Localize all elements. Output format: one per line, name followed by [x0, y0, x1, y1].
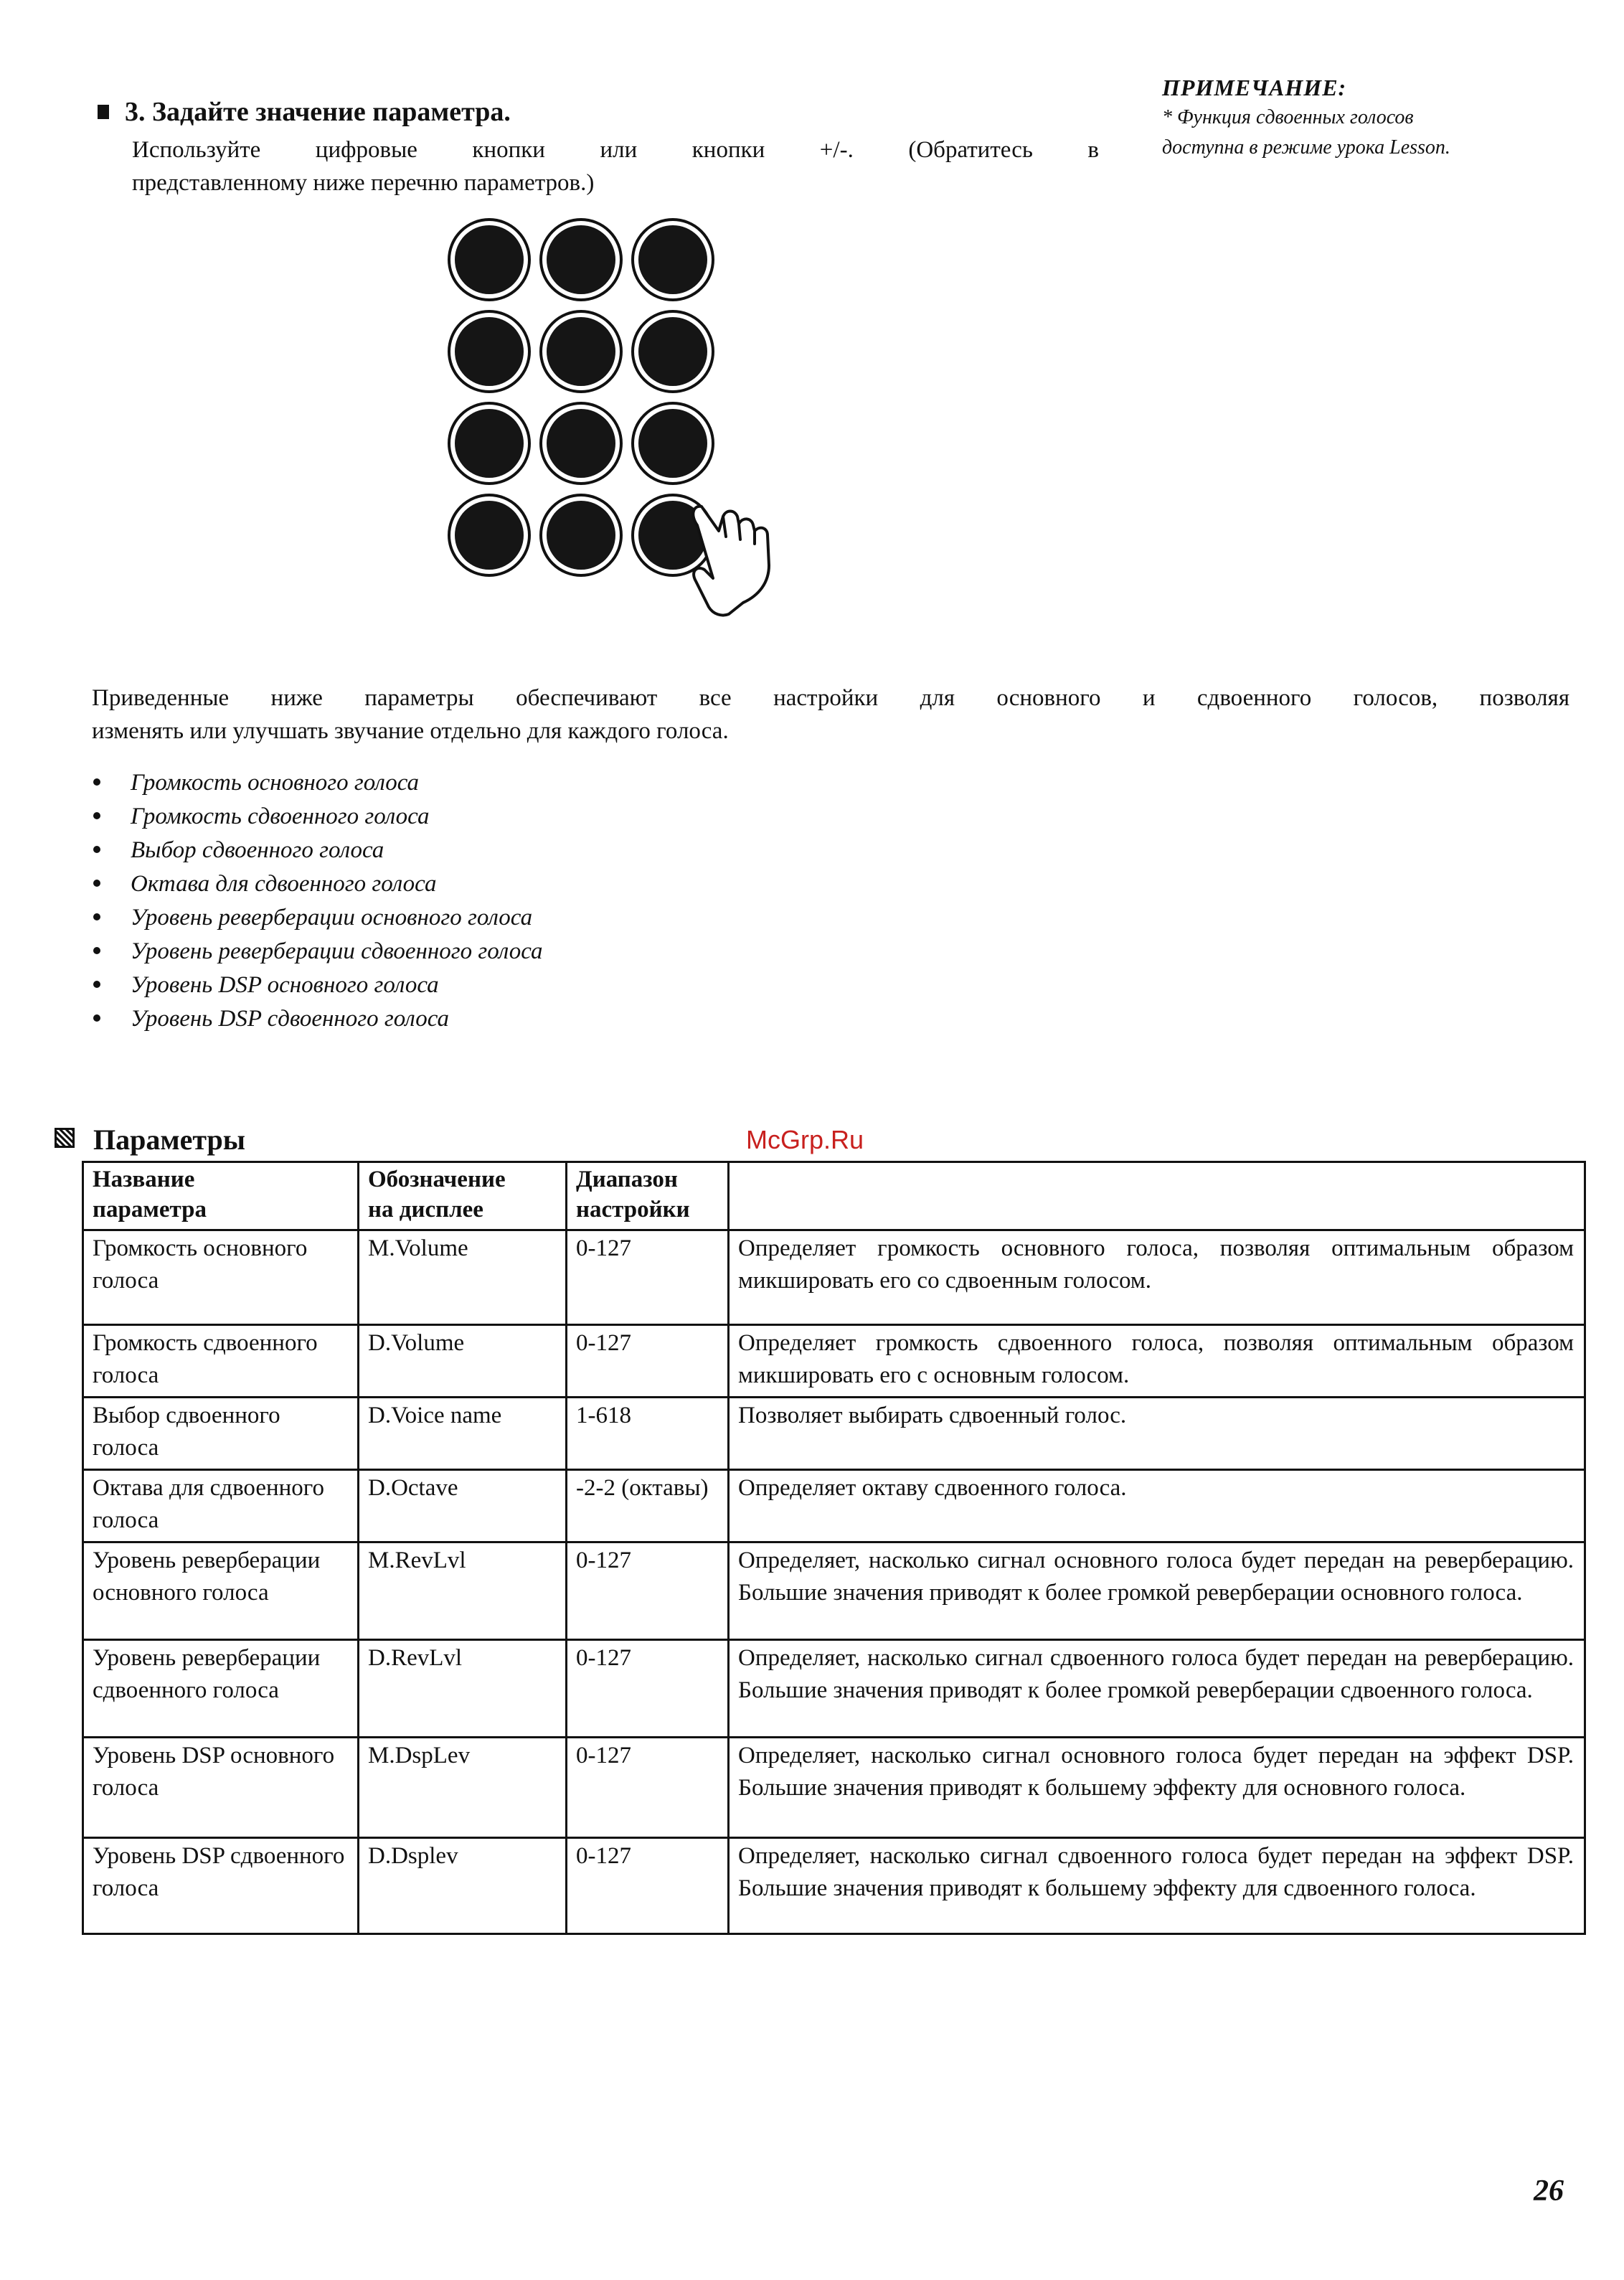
bullet-icon	[93, 812, 100, 819]
table-header-row	[83, 1162, 1585, 1230]
param-range: 0-127	[567, 1542, 729, 1640]
bullet-icon	[93, 1014, 100, 1022]
keypad-button	[547, 409, 615, 478]
step-title	[98, 96, 511, 128]
bullet-icon	[93, 947, 100, 954]
list-item: Уровень реверберации сдвоенного голоса	[93, 935, 543, 969]
parameters-table	[82, 1161, 1586, 1935]
keypad-buttons	[449, 220, 713, 575]
step-instructions	[132, 133, 1099, 199]
keypad-button	[455, 409, 524, 478]
table-row	[83, 1230, 1585, 1325]
param-range: 0-127	[567, 1640, 729, 1738]
param-range: 0-127	[567, 1738, 729, 1838]
list-item: Громкость сдвоенного голоса	[93, 800, 543, 834]
param-description: Определяет октаву сдвоенного голоса.	[729, 1470, 1585, 1542]
page-number: 26	[1534, 2175, 1564, 2208]
keypad-button	[638, 225, 707, 294]
param-range: 0-127	[567, 1838, 729, 1934]
section-marker-icon	[55, 1128, 75, 1148]
header-range: Диапазон настройки	[567, 1162, 729, 1230]
bullet-icon	[93, 981, 100, 988]
table-row	[83, 1738, 1585, 1838]
table-row	[83, 1325, 1585, 1398]
param-display: M.RevLvl	[359, 1542, 567, 1640]
parameter-bullet-list	[93, 766, 543, 1036]
param-display: D.Dsplev	[359, 1838, 567, 1934]
note-title: ПРИМЕЧАНИЕ:	[1162, 75, 1347, 100]
list-item: Громкость основного голоса	[93, 766, 543, 800]
keypad-button	[455, 225, 524, 294]
param-description: Определяет, насколько сигнал сдвоенного голоса будет передан на реверберацию. Большие значения приводят к более громкой реверберации сдвоенного голоса.	[729, 1640, 1585, 1738]
table-row	[83, 1542, 1585, 1640]
numeric-keypad-illustration	[438, 215, 775, 631]
header-display: Обозначение на дисплее	[359, 1162, 567, 1230]
section-title	[55, 1123, 245, 1157]
param-name: Уровень DSP основного голоса	[83, 1738, 359, 1838]
note-box	[1162, 75, 1564, 161]
param-range: 0-127	[567, 1230, 729, 1325]
param-range: -2-2 (октавы)	[567, 1470, 729, 1542]
watermark: McGrp.Ru	[746, 1125, 864, 1154]
param-description: Определяет громкость основного голоса, позволяя оптимальным образом микшировать его со сдвоенным голосом.	[729, 1230, 1585, 1325]
note-line1: * Функция сдвоенных голосов	[1162, 106, 1414, 128]
param-range: 1-618	[567, 1398, 729, 1470]
bullet-icon	[93, 846, 100, 853]
param-display: M.DspLev	[359, 1738, 567, 1838]
param-display: M.Volume	[359, 1230, 567, 1325]
param-description: Определяет громкость сдвоенного голоса, позволяя оптимальным образом микшировать его с основным голосом.	[729, 1325, 1585, 1398]
step-instructions-line1: Используйте цифровые кнопки или кнопки +/-. (Обратитесь в	[132, 137, 1099, 163]
keypad-button	[455, 501, 524, 570]
param-name: Уровень реверберации основного голоса	[83, 1542, 359, 1640]
table-row	[83, 1838, 1585, 1934]
param-range: 0-127	[567, 1325, 729, 1398]
step-title-text: 3. Задайте значение параметра.	[125, 97, 511, 127]
param-name: Уровень реверберации сдвоенного голоса	[83, 1640, 359, 1738]
param-name: Выбор сдвоенного голоса	[83, 1398, 359, 1470]
header-name: Название параметра	[83, 1162, 359, 1230]
list-item: Уровень DSP основного голоса	[93, 969, 543, 1002]
param-description: Определяет, насколько сигнал основного голоса будет передан на эффект DSP. Большие значения приводят к большему эффекту для основного голоса.	[729, 1738, 1585, 1838]
param-name: Громкость сдвоенного голоса	[83, 1325, 359, 1398]
note-line2: доступна в режиме урока Lesson.	[1162, 136, 1450, 159]
step-instructions-line2: представленному ниже перечню параметров.)	[132, 170, 595, 196]
param-display: D.Octave	[359, 1470, 567, 1542]
param-description: Определяет, насколько сигнал сдвоенного голоса будет передан на эффект DSP. Большие значения приводят к большему эффекту для сдвоенного голоса.	[729, 1838, 1585, 1934]
section-title-text: Параметры	[93, 1123, 245, 1156]
keypad-button	[547, 317, 615, 386]
table-row	[83, 1470, 1585, 1542]
intro-line1: Приведенные ниже параметры обеспечивают все настройки для основного и сдвоенного голосов, позволяя	[92, 685, 1569, 711]
param-display: D.Voice name	[359, 1398, 567, 1470]
param-description: Позволяет выбирать сдвоенный голос.	[729, 1398, 1585, 1470]
intro-line2: изменять или улучшать звучание отдельно для каждого голоса.	[92, 718, 729, 744]
param-name: Уровень DSP сдвоенного голоса	[83, 1838, 359, 1934]
keypad-button	[547, 501, 615, 570]
list-item: Выбор сдвоенного голоса	[93, 834, 543, 867]
bullet-icon	[93, 913, 100, 920]
keypad-button	[547, 225, 615, 294]
param-display: D.RevLvl	[359, 1640, 567, 1738]
table-row	[83, 1398, 1585, 1470]
param-description: Определяет, насколько сигнал основного голоса будет передан на реверберацию. Большие значения приводят к более громкой реверберации основного голоса.	[729, 1542, 1585, 1640]
param-name: Громкость основного голоса	[83, 1230, 359, 1325]
param-display: D.Volume	[359, 1325, 567, 1398]
list-item: Октава для сдвоенного голоса	[93, 867, 543, 901]
bullet-icon	[93, 880, 100, 887]
param-name: Октава для сдвоенного голоса	[83, 1470, 359, 1542]
square-bullet-icon	[98, 105, 109, 119]
keypad-button	[638, 317, 707, 386]
bullet-icon	[93, 778, 100, 786]
keypad-button	[455, 317, 524, 386]
list-item: Уровень DSP сдвоенного голоса	[93, 1002, 543, 1036]
header-description	[729, 1162, 1585, 1230]
keypad-button	[638, 409, 707, 478]
table-row	[83, 1640, 1585, 1738]
list-item: Уровень реверберации основного голоса	[93, 901, 543, 935]
intro-paragraph	[92, 682, 1569, 748]
